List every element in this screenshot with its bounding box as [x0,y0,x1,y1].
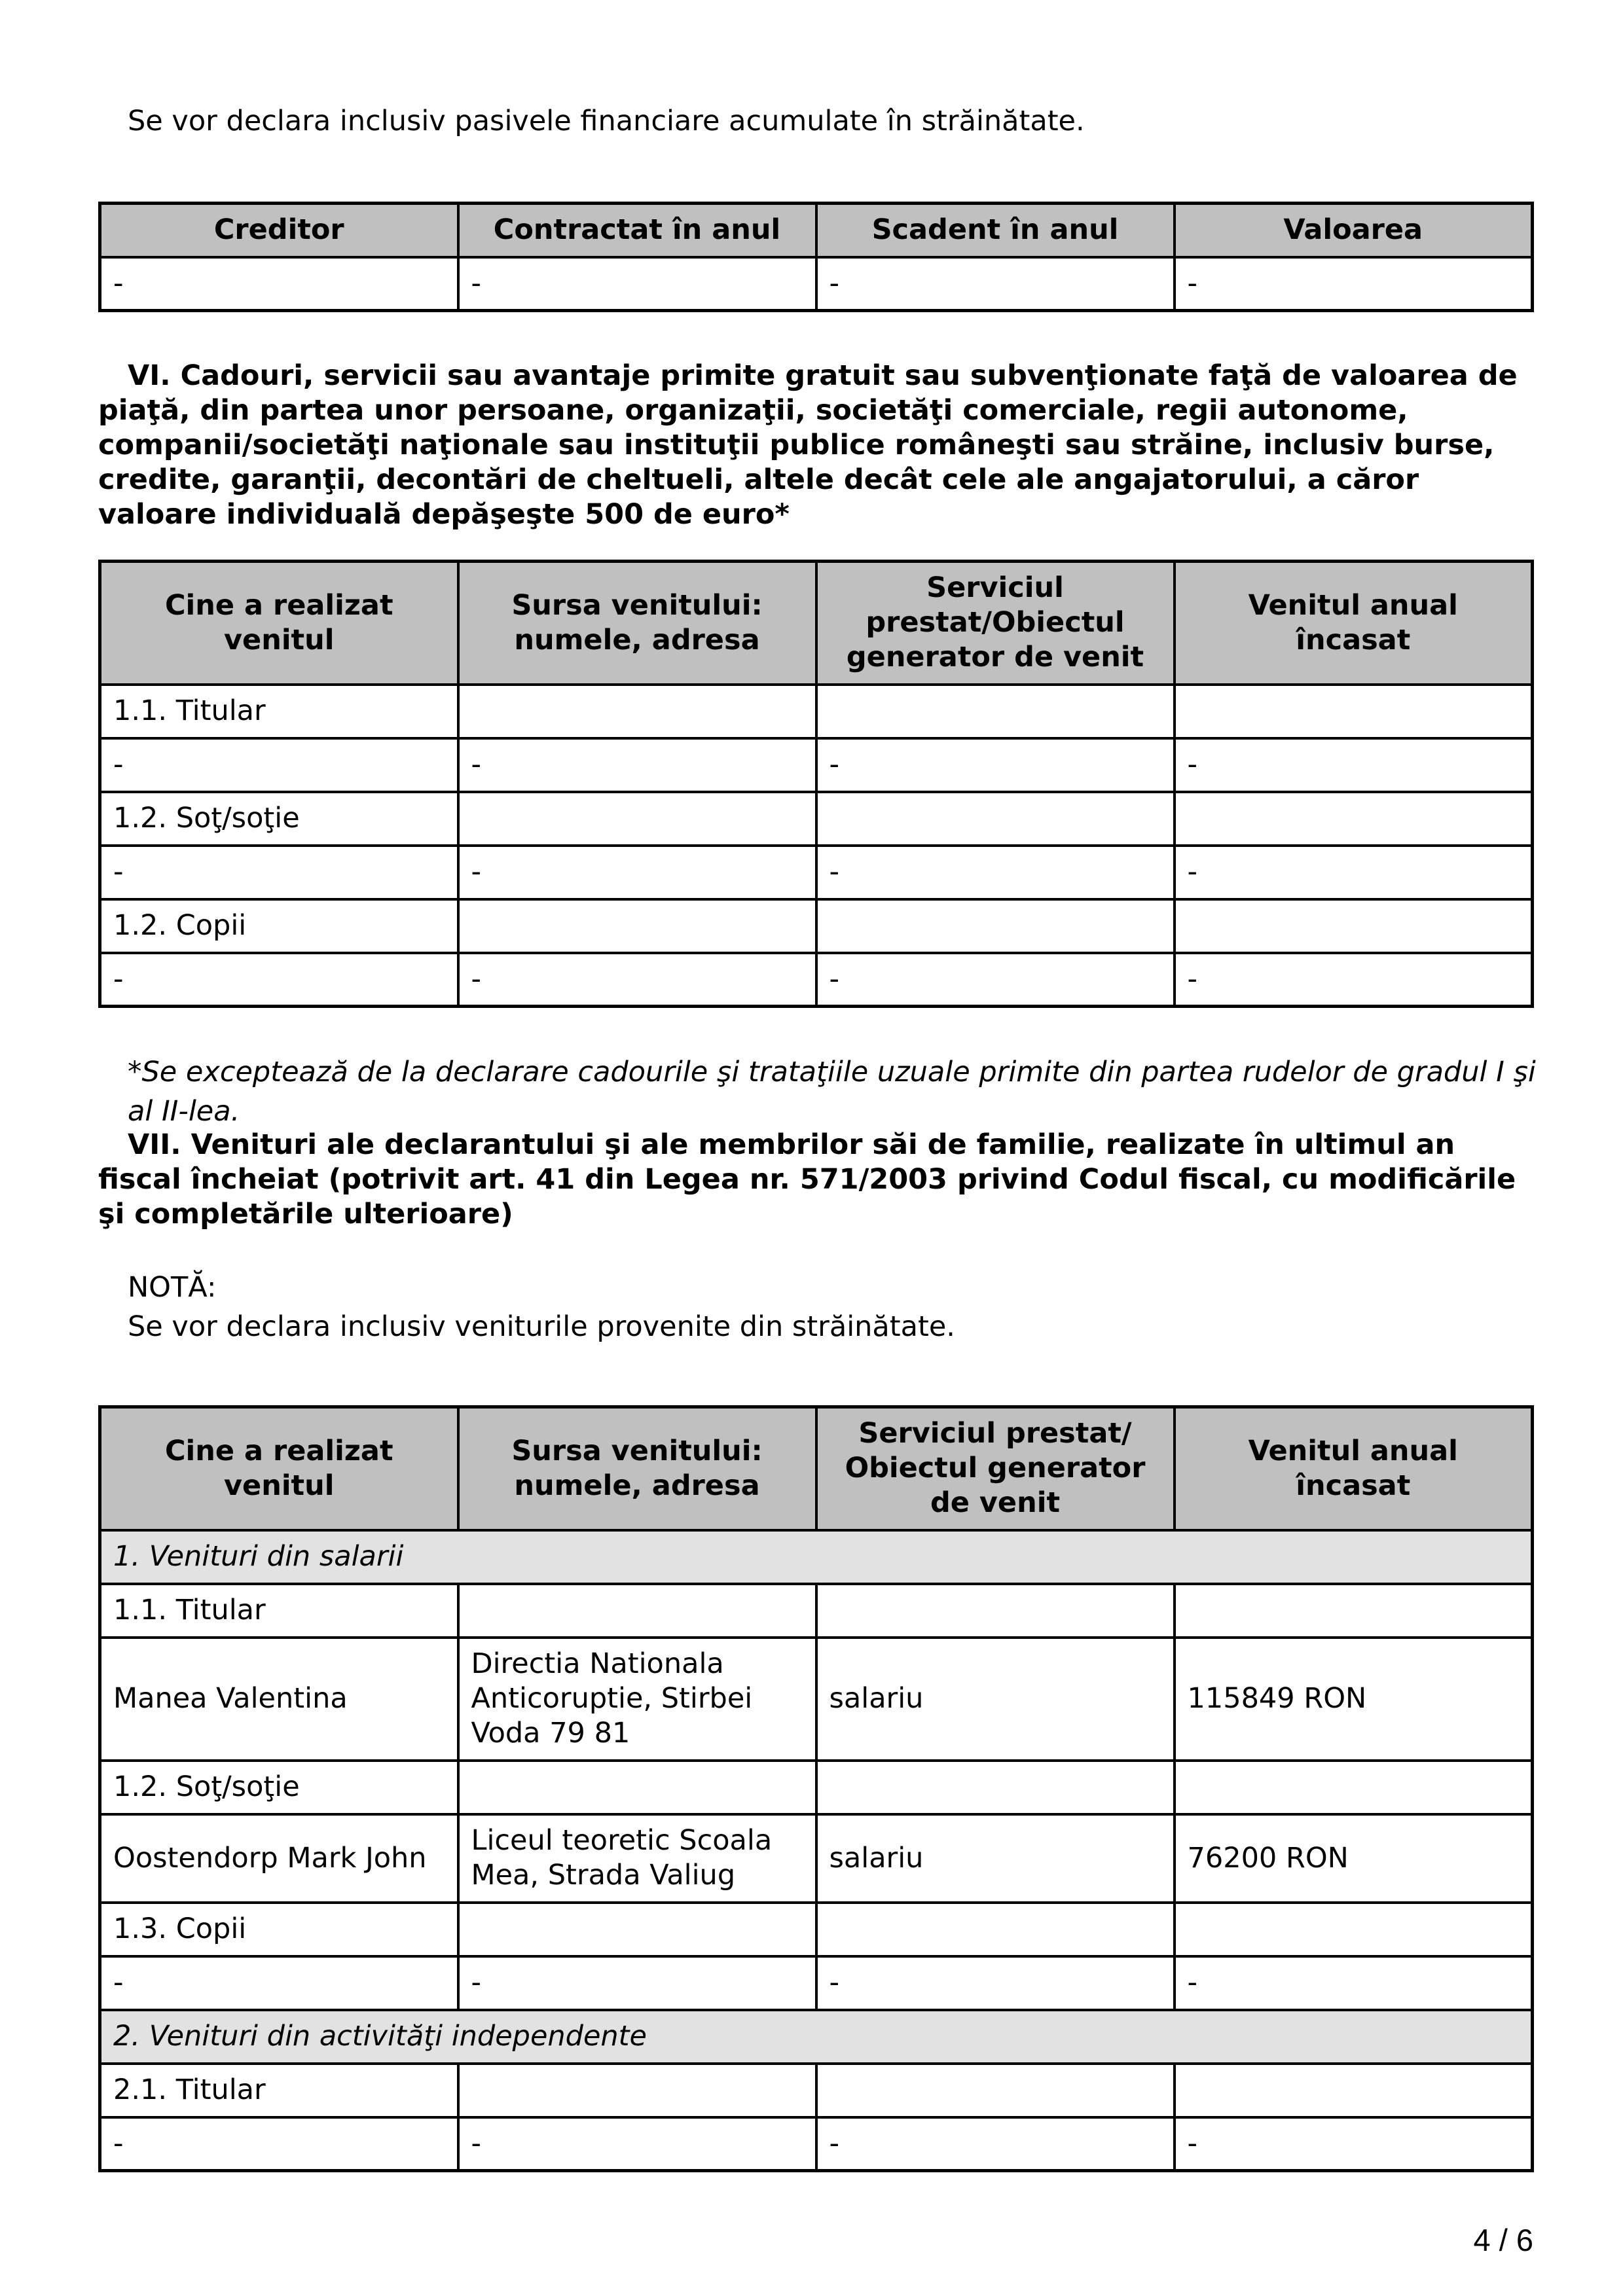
table-cell: - [1175,1956,1533,2010]
gifts-table [98,560,1534,1008]
table-cell: salariu [816,1638,1175,1761]
table-cell [816,1584,1175,1638]
table-cell [816,899,1175,953]
table-cell: - [816,953,1175,1007]
table-cell: - [1175,953,1533,1007]
table-cell [1175,1761,1533,1814]
table-cell: 2.1. Titular [100,2064,458,2117]
income-table [98,1405,1534,2172]
table-cell [458,1903,816,1956]
column-header-creditor: Creditor [100,204,458,257]
table-row [100,685,1533,738]
column-header-annual-income: Venitul anual încasat [1175,1407,1533,1530]
table-cell [458,1584,816,1638]
table-row [100,2117,1533,2171]
column-header-service-provided: Serviciul prestat/Obiectul generator de venit [816,562,1175,685]
table-cell: 76200 RON [1175,1814,1533,1903]
table-row [100,792,1533,846]
table-cell [1175,899,1533,953]
table-cell: - [458,257,816,311]
table-cell [1175,685,1533,738]
table-cell: 1.2. Soţ/soţie [100,1761,458,1814]
table-row [100,738,1533,792]
column-header-due-year: Scadent în anul [816,204,1175,257]
table-cell: Manea Valentina [100,1638,458,1761]
section-row-independent-activities [100,2010,1533,2064]
table-row [100,1638,1533,1761]
column-header-value: Valoarea [1175,204,1533,257]
table-cell: - [458,2117,816,2171]
table-row [100,1584,1533,1638]
column-header-income-source: Sursa venitului: numele, adresa [458,562,816,685]
column-header-income-source: Sursa venitului: numele, adresa [458,1407,816,1530]
table-row [100,1761,1533,1814]
table-cell: - [458,846,816,899]
table-cell: - [458,738,816,792]
column-header-income-earner: Cine a realizat venitul [100,562,458,685]
section-7-heading: VII. Venituri ale declarantului şi ale membrilor săi de familie, realizate în ultimul an fiscal încheiat (potrivit art. 41 din Legea nr. 571/2003 privind Codul fiscal, cu modificările şi completările ulterioare) [98,1128,1516,1230]
page-number: 4 / 6 [1473,2223,1533,2257]
table-row [100,846,1533,899]
column-header-service-provided: Serviciul prestat/ Obiectul generator de venit [816,1407,1175,1530]
table-cell: - [100,846,458,899]
nota-label: NOTĂ: [128,1271,217,1304]
table-cell: - [1175,738,1533,792]
table-row [100,1956,1533,2010]
table-row [100,257,1533,311]
table-cell: - [816,257,1175,311]
table-row [100,953,1533,1007]
table-cell: Liceul teoretic Scoala Mea, Strada Valiug [458,1814,816,1903]
table-cell [458,899,816,953]
table-cell [1175,1584,1533,1638]
table-cell [458,792,816,846]
table-cell [816,2064,1175,2117]
table-cell: 1.1. Titular [100,1584,458,1638]
table-row [100,1903,1533,1956]
gifts-footnote: *Se exceptează de la declarare cadourile şi trataţiile uzuale primite din partea rudelor de gradul I şi al II-lea. [128,1056,1536,1128]
table-cell: - [458,1956,816,2010]
table-cell [816,792,1175,846]
table-cell: - [816,1956,1175,2010]
table-cell [458,2064,816,2117]
table-row [100,899,1533,953]
table-header-row [100,1407,1533,1530]
table-cell: Directia Nationala Anticoruptie, Stirbei Voda 79 81 [458,1638,816,1761]
section-title: 2. Venituri din activităţi independente [100,2010,1533,2064]
table-cell: - [100,953,458,1007]
column-header-income-earner: Cine a realizat venitul [100,1407,458,1530]
table-cell: 115849 RON [1175,1638,1533,1761]
table-cell: - [816,846,1175,899]
table-cell [816,685,1175,738]
foreign-liabilities-note: Se vor declara inclusiv pasivele financiare acumulate în străinătate. [128,105,1085,137]
table-cell [458,685,816,738]
table-row [100,2064,1533,2117]
table-cell: 1.3. Copii [100,1903,458,1956]
table-cell: - [100,257,458,311]
table-cell: - [1175,257,1533,311]
table-cell: - [100,738,458,792]
table-cell: - [1175,846,1533,899]
table-cell [816,1761,1175,1814]
column-header-annual-income: Venitul anual încasat [1175,562,1533,685]
table-cell [458,1761,816,1814]
table-cell: - [100,1956,458,2010]
table-cell: 1.2. Copii [100,899,458,953]
table-cell [1175,792,1533,846]
section-title: 1. Venituri din salarii [100,1530,1533,1584]
table-cell: - [816,2117,1175,2171]
table-cell: Oostendorp Mark John [100,1814,458,1903]
foreign-income-note: Se vor declara inclusiv veniturile provenite din străinătate. [128,1310,955,1343]
table-cell [1175,1903,1533,1956]
table-row [100,1814,1533,1903]
table-cell: - [1175,2117,1533,2171]
table-cell: salariu [816,1814,1175,1903]
table-cell: 1.1. Titular [100,685,458,738]
section-row-salaries [100,1530,1533,1584]
table-header-row [100,204,1533,257]
section-6-heading: VI. Cadouri, servicii sau avantaje primite gratuit sau subvenţionate faţă de valoarea de piaţă, din partea unor persoane, organizaţii, societăţi comerciale, regii autonome, companii/societăţi naţionale sau instituţii publice româneşti sau străine, inclusiv burse, credite, garanţii, decontări de cheltueli, altele decât cele ale angajatorului, a căror valoare individuală depăşeşte 500 de euro* [98,359,1518,531]
column-header-contracted-year: Contractat în anul [458,204,816,257]
table-cell: - [816,738,1175,792]
debts-table [98,202,1534,312]
table-header-row [100,562,1533,685]
table-cell [1175,2064,1533,2117]
table-cell: 1.2. Soţ/soţie [100,792,458,846]
table-cell: - [458,953,816,1007]
table-cell: - [100,2117,458,2171]
table-cell [816,1903,1175,1956]
